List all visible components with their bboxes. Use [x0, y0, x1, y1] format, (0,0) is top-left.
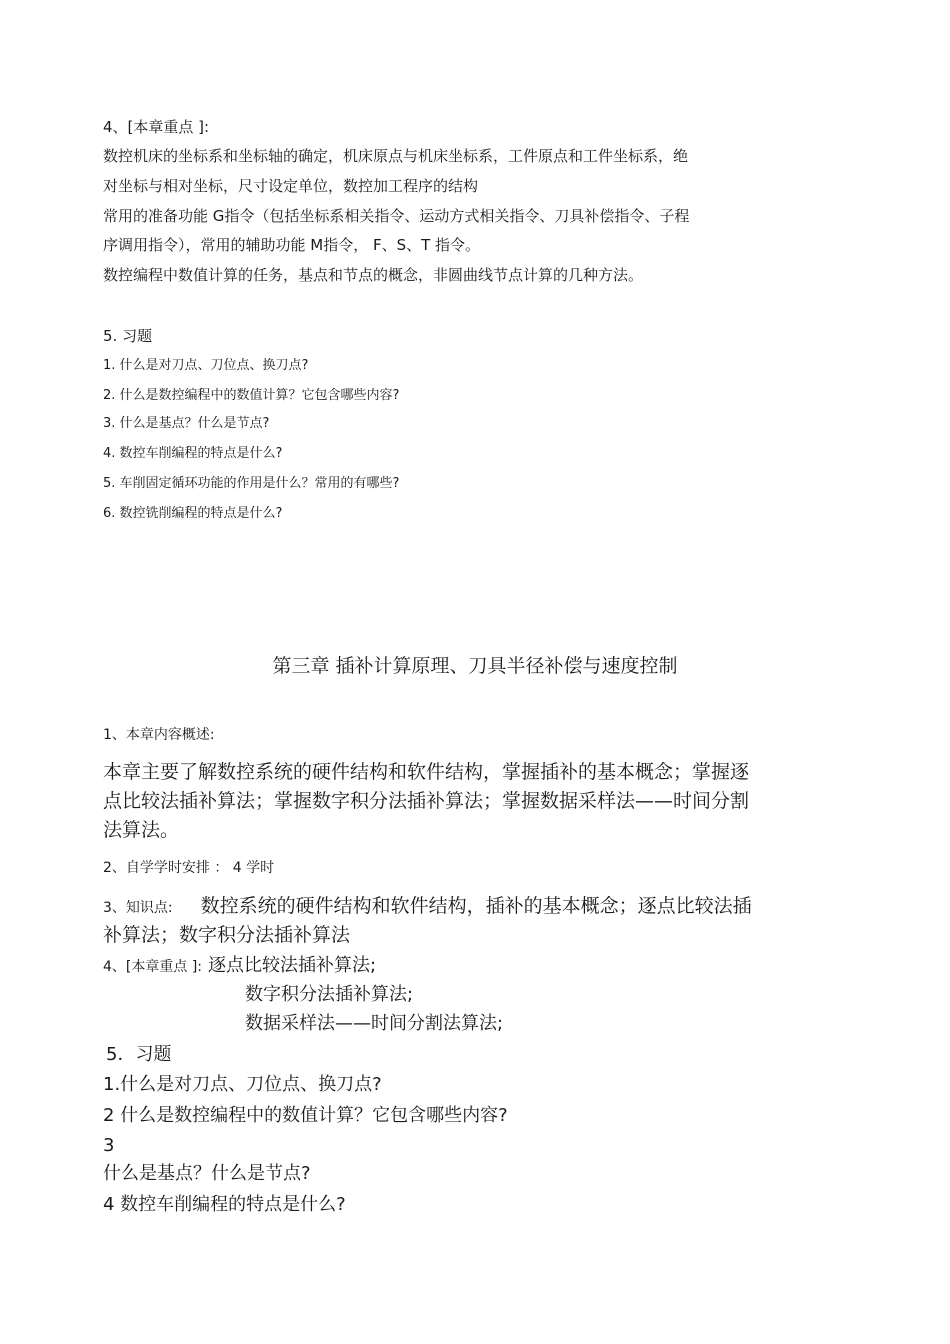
knowledge-label: 3、知识点: — [103, 900, 173, 916]
key-points-line: 数控编程中数值计算的任务，基点和节点的概念，非圆曲线节点计算的几种方法。 — [103, 266, 644, 284]
exercise-item: 3. 什么是基点？什么是节点? — [103, 416, 270, 431]
knowledge-text: 补算法；数字积分法插补算法 — [103, 924, 351, 946]
overview-heading: 1、本章内容概述: — [103, 727, 215, 743]
exercise-item: 2 什么是数控编程中的数值计算？它包含哪些内容? — [103, 1105, 508, 1126]
study-time: 2、自学学时安排 ： 4 学时 — [103, 860, 275, 876]
key-point-item: 数字积分法插补算法; — [245, 984, 414, 1005]
key-points-heading: 4、[本章重点 ]: — [103, 118, 210, 136]
overview-line: 法算法。 — [103, 819, 180, 841]
exercises-heading: 5．习题 — [106, 1044, 172, 1065]
exercise-item: 3 — [103, 1135, 115, 1156]
exercise-item: 1.什么是对刀点、刀位点、换刀点? — [103, 1074, 382, 1095]
key-points-line: 序调用指令），常用的辅助功能 M指令， F、S、T 指令。 — [103, 236, 481, 254]
chapter-title: 第三章 插补计算原理、刀具半径补偿与速度控制 — [272, 655, 678, 677]
exercise-item: 什么是基点？什么是节点? — [103, 1163, 311, 1184]
exercise-item: 2. 什么是数控编程中的数值计算？它包含哪些内容? — [103, 388, 400, 403]
knowledge-text: 数控系统的硬件结构和软件结构，插补的基本概念；逐点比较法插 — [200, 895, 752, 917]
overview-line: 点比较法插补算法；掌握数字积分法插补算法；掌握数据采样法——时间分割 — [103, 790, 750, 812]
exercise-item: 4. 数控车削编程的特点是什么? — [103, 446, 283, 461]
key-point-item: 逐点比较法插补算法; — [208, 955, 377, 976]
exercise-item: 4 数控车削编程的特点是什么? — [103, 1194, 346, 1215]
key-points-row — [103, 955, 376, 977]
key-point-item: 数据采样法——时间分割法算法; — [245, 1013, 504, 1034]
knowledge-points — [103, 895, 752, 918]
exercise-item: 1. 什么是对刀点、刀位点、换刀点? — [103, 358, 309, 373]
key-points-line: 对坐标与相对坐标，尺寸设定单位，数控加工程序的结构 — [103, 177, 479, 195]
key-points-label: 4、[本章重点 ]: — [103, 959, 202, 975]
exercise-item: 6. 数控铣削编程的特点是什么? — [103, 506, 283, 521]
key-points-line: 数控机床的坐标系和坐标轴的确定，机床原点与机床坐标系，工件原点和工件坐标系，绝 — [103, 147, 689, 165]
key-points-line: 常用的准备功能 G指令（包括坐标系相关指令、运动方式相关指令、刀具补偿指令、子程 — [103, 207, 690, 225]
exercise-item: 5. 车削固定循环功能的作用是什么？常用的有哪些? — [103, 476, 400, 491]
exercises-heading: 5. 习题 — [103, 327, 153, 345]
overview-line: 本章主要了解数控系统的硬件结构和软件结构，掌握插补的基本概念；掌握逐 — [103, 761, 750, 783]
